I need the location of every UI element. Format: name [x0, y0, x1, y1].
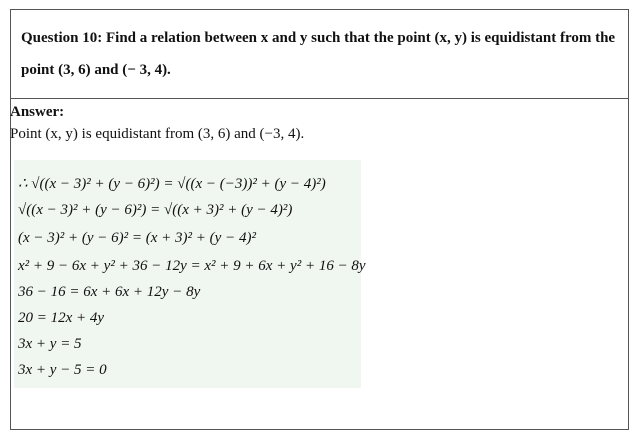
math-step-8: 3x + y − 5 = 0 — [18, 362, 107, 378]
math-step-4: x² + 9 − 6x + y² + 36 − 12y = x² + 9 + 6x + y² + 16 − 8y — [18, 258, 366, 274]
math-step-7: 3x + y = 5 — [18, 336, 82, 352]
solution-steps — [14, 160, 366, 388]
math-step-6: 20 = 12x + 4y — [18, 310, 105, 326]
question-text: Question 10: Find a relation between x and y such that the point (x, y) is equidistant from the point (3, 6) and (− 3, 4). — [11, 10, 628, 99]
answer-heading: Answer: — [10, 104, 65, 120]
answer-statement: Point (x, y) is equidistant from (3, 6) and (−3, 4). — [10, 126, 305, 142]
math-step-3: (x − 3)² + (y − 6)² = (x + 3)² + (y − 4)² — [18, 230, 256, 246]
math-step-5: 36 − 16 = 6x + 6x + 12y − 8y — [18, 284, 201, 300]
math-step-1: ∴ √((x − 3)² + (y − 6)²) = √((x − (−3))² + (y − 4)²) — [18, 176, 326, 192]
math-step-2: √((x − 3)² + (y − 6)²) = √((x + 3)² + (y − 4)²) — [18, 202, 293, 218]
